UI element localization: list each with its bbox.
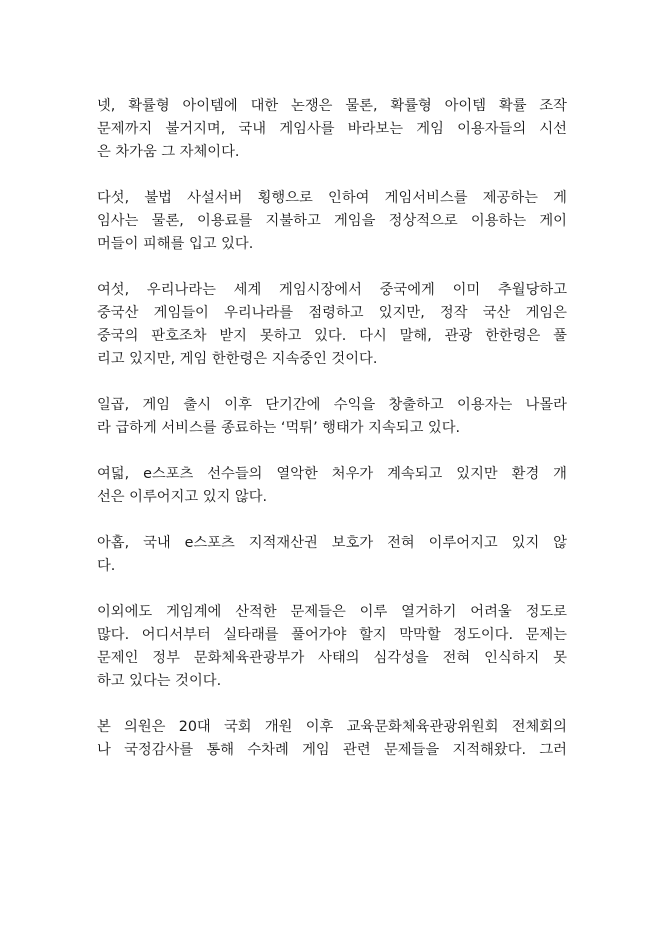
text-line: 임사는 물론, 이용료를 지불하고 게임을 정상적으로 이용하는 게이 [97,213,567,229]
text-line: 이외에도 게임계에 산적한 문제들은 이루 열거하기 어려울 정도로 [97,604,567,620]
text-line: 중국의 판호조차 받지 못하고 있다. 다시 말해, 관광 한한령은 풀 [97,328,567,344]
paragraph-other-issues [97,601,567,693]
text-line: 문제인 정부 문화체육관광부가 사태의 심각성을 전혀 인식하지 못 [97,650,567,666]
text-line: 나 국정감사를 통해 수차례 게임 관련 문제들을 지적해왔다. 그러 [97,742,567,758]
text-line: 많다. 어디서부터 실타래를 풀어가야 할지 막막할 정도이다. 문제는 [97,627,567,643]
paragraph-7 [97,394,567,440]
text-line: 머들이 피해를 입고 있다. [97,236,254,252]
text-line: 넷, 확률형 아이템에 대한 논쟁은 물론, 확률형 아이템 확률 조작 [97,98,567,114]
text-line: 선은 이루어지고 있지 않다. [97,489,268,505]
paragraph-gap [97,509,567,532]
text-line: 라 급하게 서비스를 종료하는 ‘먹튀’ 행태가 지속되고 있다. [97,420,461,436]
text-line: 중국산 게임들이 우리나라를 점령하고 있지만, 정작 국산 게임은 [97,305,567,321]
text-line: 리고 있지만, 게임 한한령은 지속중인 것이다. [97,351,378,367]
paragraph-gap [97,256,567,279]
text-line: 일곱, 게임 출시 이후 단기간에 수익을 창출하고 이용자는 나몰라 [97,397,567,413]
paragraph-5 [97,187,567,256]
text-line: 본 의원은 20대 국회 개원 이후 교육문화체육관광위원회 전체회의 [97,719,567,735]
paragraph-8 [97,463,567,509]
paragraph-lawmaker [97,716,567,762]
paragraph-gap [97,371,567,394]
paragraph-6 [97,279,567,371]
paragraph-4 [97,95,567,164]
paragraph-gap [97,440,567,463]
text-line: 다. [97,558,116,574]
text-line: 문제까지 불거지며, 국내 게임사를 바라보는 게임 이용자들의 시선 [97,121,567,137]
text-line: 하고 있다는 것이다. [97,673,222,689]
text-line: 은 차가움 그 자체이다. [97,144,240,160]
text-line: 여섯, 우리나라는 세계 게임시장에서 중국에게 이미 추월당하고 [97,282,567,298]
text-line: 아홉, 국내 e스포츠 지적재산권 보호가 전혀 이루어지고 있지 않 [97,535,567,551]
paragraph-gap [97,578,567,601]
paragraph-9 [97,532,567,578]
paragraph-gap [97,693,567,716]
paragraph-gap [97,164,567,187]
text-line: 다섯, 불법 사설서버 횡행으로 인하여 게임서비스를 제공하는 게 [97,190,567,206]
text-line: 여덟, e스포츠 선수들의 열악한 처우가 계속되고 있지만 환경 개 [97,466,567,482]
document-body [97,95,567,762]
